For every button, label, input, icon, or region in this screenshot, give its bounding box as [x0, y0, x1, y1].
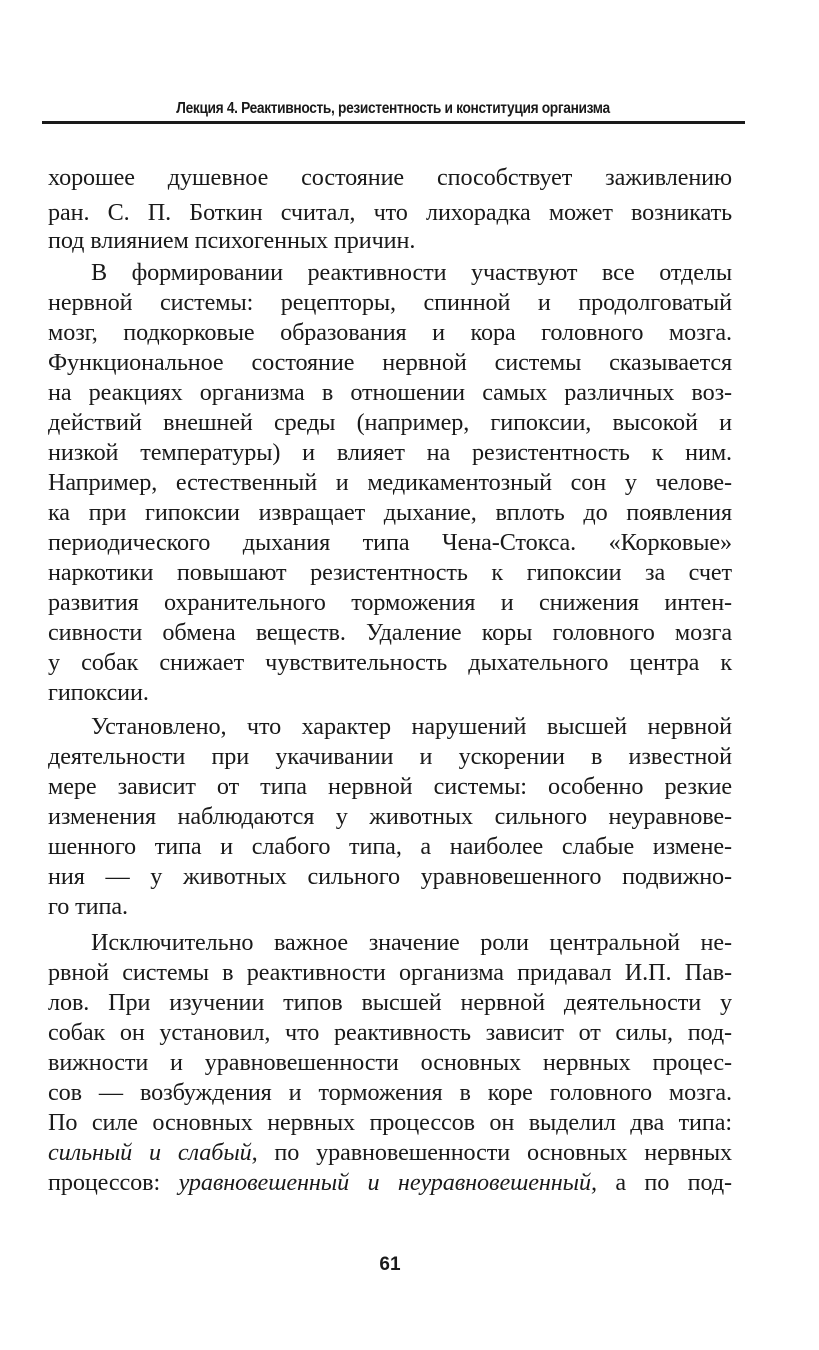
text-line: ка при гипоксии извращает дыхание, вплоть до появления: [48, 499, 732, 526]
text-line: собак он установил, что реактивность зависит от силы, под-: [48, 1019, 732, 1046]
text-run: по уравновешенности основных нервных: [257, 1139, 733, 1166]
text-line: го типа.: [48, 893, 128, 920]
text-line: хорошее душевное состояние способствует заживлению: [48, 164, 732, 191]
text-line: лов. При изучении типов высшей нервной деятельности у: [48, 989, 732, 1016]
text-line: шенного типа и слабого типа, а наиболее слабые измене-: [48, 833, 732, 860]
text-run: а по под-: [596, 1169, 732, 1196]
text-line: По силе основных нервных процессов он выделил два типа:: [48, 1109, 732, 1136]
text-line: [48, 1138, 732, 1168]
text-line: Функциональное состояние нервной системы сказывается: [48, 349, 732, 376]
paragraph-first-line: В формировании реактивности участвуют все отделы: [91, 259, 732, 286]
text-line: наркотики повышают резистентность к гипоксии за счет: [48, 559, 732, 586]
paragraph-first-line: Исключительно важное значение роли центральной не-: [91, 929, 732, 956]
text-line: на реакциях организма в отношении самых различных воз-: [48, 379, 732, 406]
text-line: нервной системы: рецепторы, спинной и продолговатый: [48, 289, 732, 316]
text-line: [48, 1168, 732, 1198]
text-line: мере зависит от типа нервной системы: особенно резкие: [48, 773, 732, 800]
italic-term: уравновешенный и неуравновешенный,: [178, 1169, 597, 1196]
text-line: деятельности при укачивании и ускорении в известной: [48, 743, 732, 770]
text-line: под влиянием психогенных причин.: [48, 227, 416, 254]
text-line: рвной системы в реактивности организма придавал И.П. Пав-: [48, 959, 732, 986]
italic-term: сильный и слабый,: [48, 1139, 258, 1166]
text-line: сов — возбуждения и торможения в коре головного мозга.: [48, 1079, 732, 1106]
text-line: действий внешней среды (например, гипоксии, высокой и: [48, 409, 732, 436]
text-line: у собак снижает чувствительность дыхательного центра к: [48, 649, 732, 676]
text-line: развития охранительного торможения и снижения интен-: [48, 589, 732, 616]
text-run: процессов:: [48, 1169, 179, 1196]
text-line: сивности обмена веществ. Удаление коры головного мозга: [48, 619, 732, 646]
running-head: [42, 94, 745, 124]
text-line: периодического дыхания типа Чена-Стокса. «Корковые»: [48, 529, 732, 556]
text-line: изменения наблюдаются у животных сильного неуравнове-: [48, 803, 732, 830]
text-line: вижности и уравновешенности основных нервных процес-: [48, 1049, 732, 1076]
paragraph-first-line: Установлено, что характер нарушений высшей нервной: [91, 713, 732, 740]
text-line: Например, естественный и медикаментозный сон у челове-: [48, 469, 732, 496]
text-line: низкой температуры) и влияет на резистентность к ним.: [48, 439, 732, 466]
text-line: ния — у животных сильного уравновешенного подвижно-: [48, 863, 732, 890]
text-line: ран. С. П. Боткин считал, что лихорадка может возникать: [48, 199, 732, 226]
running-head-text: Лекция 4. Реактивность, резистентность и конституция организма: [176, 100, 611, 117]
text-line: гипоксии.: [48, 679, 149, 706]
text-line: мозг, подкорковые образования и кора головного мозга.: [48, 319, 732, 346]
page-number: 61: [379, 1254, 401, 1275]
